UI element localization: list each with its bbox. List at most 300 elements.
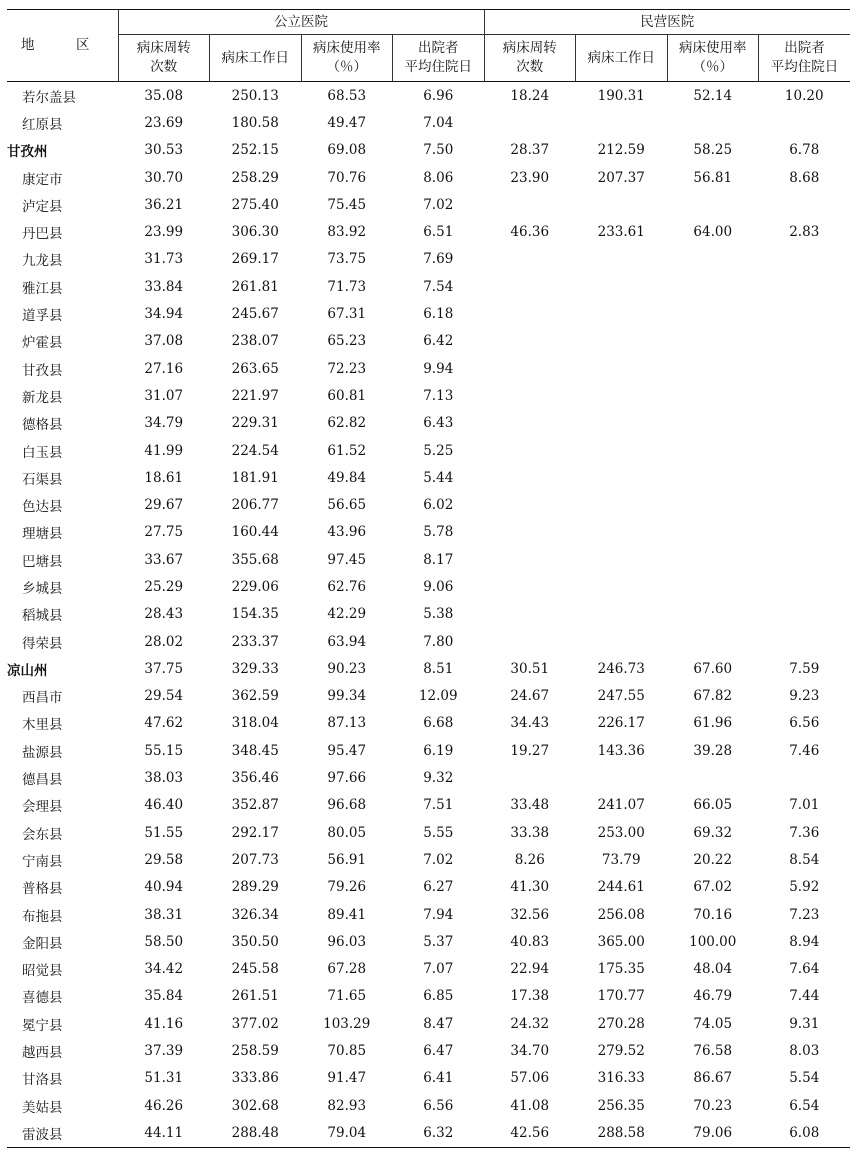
region-name-cell: 雅江县 bbox=[22, 280, 63, 297]
public-bed-workdays-cell: 350.50 bbox=[231, 933, 279, 950]
public-bed-usage-rate-cell: 60.81 bbox=[327, 387, 367, 404]
private-bed-usage-rate-cell bbox=[667, 328, 759, 355]
public-bed-workdays-cell: 302.68 bbox=[231, 1097, 279, 1114]
table-row bbox=[7, 628, 850, 655]
private-bed-workdays-cell bbox=[576, 491, 668, 518]
table-row bbox=[7, 1010, 850, 1037]
private-bed-usage-rate-cell: 48.04 bbox=[693, 961, 733, 978]
table-row bbox=[7, 519, 850, 546]
public-avg-stay-cell: 6.47 bbox=[423, 1043, 454, 1060]
region-name-cell: 布拖县 bbox=[22, 908, 63, 925]
public-avg-stay-cell: 6.27 bbox=[423, 879, 454, 896]
public-bed-usage-rate-cell: 80.05 bbox=[327, 824, 367, 841]
region-name-cell: 色达县 bbox=[22, 499, 63, 516]
public-bed-usage-rate-cell: 75.45 bbox=[327, 196, 367, 213]
public-bed-turnover-cell: 29.58 bbox=[144, 851, 184, 868]
private-avg-stay-cell bbox=[759, 464, 851, 491]
public-avg-stay-cell: 6.85 bbox=[423, 988, 454, 1005]
table-header bbox=[7, 10, 850, 82]
table-row bbox=[7, 956, 850, 983]
private-bed-turnover-cell bbox=[484, 328, 576, 355]
public-bed-usage-rate-cell: 62.76 bbox=[327, 578, 367, 595]
public-bed-usage-rate-cell: 68.53 bbox=[327, 87, 367, 104]
private-avg-stay-cell bbox=[759, 491, 851, 518]
private-bed-usage-rate-cell: 58.25 bbox=[693, 142, 733, 159]
public-avg-stay-cell: 8.51 bbox=[423, 660, 454, 677]
table-row bbox=[7, 191, 850, 218]
region-name-cell: 理塘县 bbox=[22, 526, 63, 543]
public-avg-stay-cell: 9.94 bbox=[423, 360, 454, 377]
public-bed-turnover-cell: 41.99 bbox=[144, 442, 184, 459]
private-bed-workdays-cell: 253.00 bbox=[597, 824, 645, 841]
public-avg-stay-cell: 7.02 bbox=[423, 196, 454, 213]
region-name-cell: 白玉县 bbox=[22, 444, 63, 461]
private-bed-turnover-cell: 23.90 bbox=[510, 169, 550, 186]
private-bed-workdays-cell bbox=[576, 273, 668, 300]
table-row bbox=[7, 1065, 850, 1092]
private-avg-stay-cell: 7.44 bbox=[789, 988, 820, 1005]
public-avg-stay-cell: 8.17 bbox=[423, 551, 454, 568]
public-bed-turnover-cell: 28.02 bbox=[144, 633, 184, 650]
private-bed-usage-rate-cell: 67.82 bbox=[693, 688, 733, 705]
private-bed-workdays-cell bbox=[576, 764, 668, 791]
private-bed-turnover-cell: 33.48 bbox=[510, 797, 550, 814]
public-avg-stay-cell: 5.25 bbox=[423, 442, 454, 459]
public-bed-usage-rate-cell: 71.65 bbox=[327, 988, 367, 1005]
public-bed-usage-rate-cell: 56.65 bbox=[327, 497, 367, 514]
private-bed-usage-rate-header: 病床使用率 （％） bbox=[667, 35, 759, 82]
public-bed-workdays-cell: 180.58 bbox=[231, 114, 279, 131]
public-avg-stay-cell: 6.43 bbox=[423, 415, 454, 432]
public-bed-usage-rate-cell: 69.08 bbox=[327, 142, 367, 159]
public-avg-stay-cell: 5.37 bbox=[423, 933, 454, 950]
public-bed-workdays-cell: 250.13 bbox=[231, 87, 279, 104]
private-avg-stay-cell: 7.01 bbox=[789, 797, 820, 814]
public-bed-workdays-cell: 252.15 bbox=[231, 142, 279, 159]
private-bed-usage-rate-cell bbox=[667, 410, 759, 437]
table-row bbox=[7, 300, 850, 327]
private-bed-workdays-cell bbox=[576, 246, 668, 273]
table-row bbox=[7, 464, 850, 491]
public-avg-stay-cell: 5.44 bbox=[423, 469, 454, 486]
region-name-cell: 越西县 bbox=[22, 1045, 63, 1062]
public-bed-workdays-cell: 258.29 bbox=[231, 169, 279, 186]
region-name-cell: 九龙县 bbox=[22, 253, 63, 270]
private-bed-turnover-cell: 30.51 bbox=[510, 660, 550, 677]
private-bed-usage-rate-cell bbox=[667, 764, 759, 791]
private-bed-workdays-cell bbox=[576, 300, 668, 327]
public-bed-turnover-cell: 40.94 bbox=[144, 879, 184, 896]
private-hospital-group-header: 民营医院 bbox=[484, 10, 850, 35]
public-bed-workdays-cell: 224.54 bbox=[231, 442, 279, 459]
private-bed-usage-rate-cell: 67.02 bbox=[693, 879, 733, 896]
public-bed-usage-rate-cell: 82.93 bbox=[327, 1097, 367, 1114]
public-bed-usage-rate-cell: 90.23 bbox=[327, 660, 367, 677]
table-body bbox=[7, 82, 850, 1148]
public-bed-workdays-cell: 233.37 bbox=[231, 633, 279, 650]
private-bed-usage-rate-cell: 79.06 bbox=[667, 1119, 759, 1147]
private-bed-usage-rate-cell bbox=[667, 191, 759, 218]
private-bed-turnover-cell bbox=[484, 109, 576, 136]
statistics-table-page bbox=[7, 9, 850, 1148]
private-bed-workdays-cell: 207.37 bbox=[597, 169, 645, 186]
private-bed-turnover-cell: 28.37 bbox=[510, 142, 550, 159]
private-bed-workdays-cell bbox=[576, 355, 668, 382]
public-bed-turnover-cell: 30.53 bbox=[144, 142, 184, 159]
region-name-cell: 甘孜州 bbox=[7, 144, 48, 161]
private-avg-stay-cell bbox=[759, 355, 851, 382]
public-bed-turnover-cell: 34.79 bbox=[144, 415, 184, 432]
public-bed-workdays-cell: 352.87 bbox=[231, 797, 279, 814]
public-bed-usage-rate-header: 病床使用率 （％） bbox=[301, 35, 393, 82]
private-bed-workdays-cell bbox=[576, 628, 668, 655]
table-row bbox=[7, 874, 850, 901]
region-name-cell: 巴塘县 bbox=[22, 553, 63, 570]
public-avg-stay-cell: 7.02 bbox=[423, 851, 454, 868]
table-row bbox=[7, 546, 850, 573]
private-bed-workdays-cell: 256.08 bbox=[597, 906, 645, 923]
private-bed-turnover-cell: 41.30 bbox=[510, 879, 550, 896]
public-bed-usage-rate-cell: 96.03 bbox=[327, 933, 367, 950]
private-bed-usage-rate-cell bbox=[667, 300, 759, 327]
public-bed-usage-rate-cell: 65.23 bbox=[327, 333, 367, 350]
public-bed-usage-rate-cell: 70.85 bbox=[327, 1043, 367, 1060]
private-bed-usage-rate-cell: 56.81 bbox=[693, 169, 733, 186]
region-name-cell: 新龙县 bbox=[22, 389, 63, 406]
public-bed-workdays-cell: 333.86 bbox=[231, 1070, 279, 1087]
public-bed-turnover-cell: 34.94 bbox=[144, 306, 184, 323]
private-avg-stay-cell bbox=[759, 764, 851, 791]
private-bed-usage-rate-cell: 39.28 bbox=[693, 742, 733, 759]
public-bed-turnover-cell: 37.75 bbox=[144, 660, 184, 677]
public-bed-turnover-cell: 27.75 bbox=[144, 524, 184, 541]
private-avg-stay-cell: 8.54 bbox=[789, 851, 820, 868]
public-avg-stay-cell: 7.07 bbox=[423, 961, 454, 978]
private-bed-usage-rate-cell bbox=[667, 601, 759, 628]
public-bed-workdays-cell: 318.04 bbox=[231, 715, 279, 732]
private-bed-usage-rate-cell bbox=[667, 464, 759, 491]
public-bed-turnover-cell: 37.39 bbox=[144, 1043, 184, 1060]
private-avg-stay-cell: 5.92 bbox=[789, 879, 820, 896]
public-bed-usage-rate-cell: 79.26 bbox=[327, 879, 367, 896]
public-bed-turnover-cell: 31.73 bbox=[144, 251, 184, 268]
private-bed-workdays-cell bbox=[576, 464, 668, 491]
public-bed-workdays-cell: 245.58 bbox=[231, 961, 279, 978]
region-column-header: 地 区 bbox=[7, 10, 118, 82]
public-bed-usage-rate-cell: 70.76 bbox=[327, 169, 367, 186]
public-avg-stay-cell: 7.04 bbox=[423, 114, 454, 131]
region-name-cell: 木里县 bbox=[22, 717, 63, 734]
public-bed-turnover-cell: 46.40 bbox=[144, 797, 184, 814]
public-bed-turnover-cell: 51.31 bbox=[144, 1070, 184, 1087]
private-bed-turnover-cell bbox=[484, 246, 576, 273]
table-row bbox=[7, 246, 850, 273]
table-row bbox=[7, 437, 850, 464]
public-bed-turnover-cell: 35.08 bbox=[144, 87, 184, 104]
public-bed-turnover-cell: 29.54 bbox=[144, 688, 184, 705]
private-bed-turnover-cell: 24.32 bbox=[510, 1015, 550, 1032]
public-avg-stay-cell: 7.69 bbox=[423, 251, 454, 268]
private-avg-stay-cell bbox=[759, 410, 851, 437]
private-avg-stay-cell bbox=[759, 519, 851, 546]
private-bed-usage-rate-cell bbox=[667, 355, 759, 382]
public-bed-usage-rate-cell: 43.96 bbox=[327, 524, 367, 541]
public-bed-turnover-cell: 29.67 bbox=[144, 497, 184, 514]
table-row bbox=[7, 1119, 850, 1147]
public-bed-turnover-cell: 37.08 bbox=[144, 333, 184, 350]
private-bed-workdays-cell: 73.79 bbox=[601, 851, 641, 868]
private-avg-stay-cell: 7.64 bbox=[789, 961, 820, 978]
public-bed-usage-rate-cell: 73.75 bbox=[327, 251, 367, 268]
private-bed-workdays-header: 病床工作日 bbox=[576, 35, 668, 82]
private-bed-turnover-cell: 40.83 bbox=[510, 933, 550, 950]
private-avg-stay-cell: 7.36 bbox=[789, 824, 820, 841]
table-row bbox=[7, 792, 850, 819]
public-avg-stay-cell: 7.94 bbox=[423, 906, 454, 923]
region-name-cell: 冕宁县 bbox=[22, 1017, 63, 1034]
private-avg-stay-cell: 2.83 bbox=[789, 224, 820, 241]
private-bed-usage-rate-cell bbox=[667, 382, 759, 409]
public-avg-stay-cell: 9.06 bbox=[423, 578, 454, 595]
public-bed-usage-rate-cell: 87.13 bbox=[327, 715, 367, 732]
private-avg-stay-cell: 8.94 bbox=[789, 933, 820, 950]
public-bed-workdays-cell: 329.33 bbox=[231, 660, 279, 677]
public-bed-turnover-cell: 41.16 bbox=[144, 1015, 184, 1032]
private-bed-workdays-cell bbox=[576, 109, 668, 136]
public-bed-turnover-cell: 51.55 bbox=[144, 824, 184, 841]
private-bed-usage-rate-cell: 70.16 bbox=[693, 906, 733, 923]
table-row bbox=[7, 983, 850, 1010]
public-bed-workdays-cell: 245.67 bbox=[231, 306, 279, 323]
public-bed-workdays-cell: 221.97 bbox=[231, 387, 279, 404]
public-bed-workdays-header: 病床工作日 bbox=[210, 35, 302, 82]
private-bed-usage-rate-cell: 76.58 bbox=[693, 1043, 733, 1060]
private-bed-turnover-cell bbox=[484, 573, 576, 600]
region-name-cell: 宁南县 bbox=[22, 853, 63, 870]
region-name-cell: 乡城县 bbox=[22, 580, 63, 597]
region-name-cell: 得荣县 bbox=[22, 635, 63, 652]
region-name-cell: 康定市 bbox=[22, 171, 63, 188]
public-bed-workdays-cell: 269.17 bbox=[231, 251, 279, 268]
public-bed-workdays-cell: 362.59 bbox=[231, 688, 279, 705]
private-bed-turnover-cell: 33.38 bbox=[510, 824, 550, 841]
private-bed-turnover-cell bbox=[484, 628, 576, 655]
private-avg-stay-cell bbox=[759, 546, 851, 573]
private-bed-workdays-cell: 190.31 bbox=[597, 87, 645, 104]
public-hospital-group-header: 公立医院 bbox=[118, 10, 484, 35]
private-bed-usage-rate-cell: 52.14 bbox=[693, 87, 733, 104]
private-avg-stay-cell bbox=[759, 601, 851, 628]
table-row bbox=[7, 928, 850, 955]
private-avg-stay-cell: 6.78 bbox=[789, 142, 820, 159]
region-name-cell: 会理县 bbox=[22, 799, 63, 816]
public-bed-workdays-cell: 263.65 bbox=[231, 360, 279, 377]
private-bed-usage-rate-cell: 86.67 bbox=[693, 1070, 733, 1087]
private-bed-turnover-cell: 18.24 bbox=[510, 87, 550, 104]
public-bed-turnover-cell: 23.69 bbox=[144, 114, 184, 131]
public-bed-workdays-cell: 348.45 bbox=[231, 742, 279, 759]
private-bed-workdays-cell: 246.73 bbox=[597, 660, 645, 677]
public-bed-usage-rate-cell: 91.47 bbox=[327, 1070, 367, 1087]
private-bed-usage-rate-cell: 66.05 bbox=[693, 797, 733, 814]
region-name-cell: 红原县 bbox=[22, 116, 63, 133]
private-bed-turnover-cell: 8.26 bbox=[514, 851, 545, 868]
private-bed-workdays-cell bbox=[576, 601, 668, 628]
private-bed-usage-rate-cell bbox=[667, 546, 759, 573]
public-bed-usage-rate-cell: 79.04 bbox=[301, 1119, 393, 1147]
private-avg-stay-cell: 6.08 bbox=[759, 1119, 851, 1147]
private-bed-workdays-cell: 365.00 bbox=[597, 933, 645, 950]
region-name-cell: 炉霍县 bbox=[22, 335, 63, 352]
private-bed-turnover-cell: 57.06 bbox=[510, 1070, 550, 1087]
private-bed-workdays-cell: 288.58 bbox=[576, 1119, 668, 1147]
private-bed-workdays-cell: 316.33 bbox=[597, 1070, 645, 1087]
public-bed-usage-rate-cell: 42.29 bbox=[327, 606, 367, 623]
table-row bbox=[7, 273, 850, 300]
public-avg-stay-cell: 7.54 bbox=[423, 278, 454, 295]
private-bed-usage-rate-cell bbox=[667, 437, 759, 464]
table-row bbox=[7, 764, 850, 791]
private-bed-usage-rate-cell: 64.00 bbox=[693, 224, 733, 241]
private-bed-workdays-cell bbox=[576, 573, 668, 600]
private-bed-usage-rate-cell: 61.96 bbox=[693, 715, 733, 732]
private-bed-usage-rate-cell: 46.79 bbox=[693, 988, 733, 1005]
private-bed-turnover-cell bbox=[484, 273, 576, 300]
public-avg-stay-cell: 12.09 bbox=[418, 688, 458, 705]
public-bed-workdays-cell: 229.06 bbox=[231, 578, 279, 595]
private-avg-stay-cell: 5.54 bbox=[789, 1070, 820, 1087]
private-bed-turnover-cell bbox=[484, 410, 576, 437]
table-row bbox=[7, 491, 850, 518]
private-avg-stay-cell bbox=[759, 300, 851, 327]
table-row bbox=[7, 137, 850, 164]
private-bed-turnover-cell bbox=[484, 300, 576, 327]
public-bed-turnover-cell: 47.62 bbox=[144, 715, 184, 732]
public-avg-stay-cell: 6.68 bbox=[423, 715, 454, 732]
region-name-cell: 昭觉县 bbox=[22, 963, 63, 980]
table-row bbox=[7, 710, 850, 737]
private-avg-stay-cell: 8.03 bbox=[789, 1043, 820, 1060]
private-bed-workdays-cell: 279.52 bbox=[597, 1043, 645, 1060]
public-bed-workdays-cell: 261.51 bbox=[231, 988, 279, 1005]
private-bed-workdays-cell: 170.77 bbox=[597, 988, 645, 1005]
public-avg-stay-cell: 8.06 bbox=[423, 169, 454, 186]
private-avg-stay-cell bbox=[759, 246, 851, 273]
public-bed-usage-rate-cell: 83.92 bbox=[327, 224, 367, 241]
public-bed-turnover-cell: 46.26 bbox=[144, 1097, 184, 1114]
private-bed-turnover-cell bbox=[484, 546, 576, 573]
public-bed-workdays-cell: 289.29 bbox=[231, 879, 279, 896]
private-avg-stay-cell: 9.31 bbox=[789, 1015, 820, 1032]
public-avg-stay-cell: 7.51 bbox=[423, 797, 454, 814]
private-bed-turnover-cell bbox=[484, 355, 576, 382]
private-bed-usage-rate-cell: 70.23 bbox=[693, 1097, 733, 1114]
public-bed-turnover-header: 病床周转 次数 bbox=[118, 35, 210, 82]
private-bed-workdays-cell: 175.35 bbox=[597, 961, 645, 978]
region-name-cell: 喜德县 bbox=[22, 990, 63, 1007]
private-bed-usage-rate-cell bbox=[667, 246, 759, 273]
table-row bbox=[7, 410, 850, 437]
private-bed-turnover-cell bbox=[484, 191, 576, 218]
public-avg-stay-cell: 6.51 bbox=[423, 224, 454, 241]
public-avg-stay-cell: 5.55 bbox=[423, 824, 454, 841]
public-avg-stay-cell: 5.78 bbox=[423, 524, 454, 541]
public-avg-stay-cell: 9.32 bbox=[423, 770, 454, 787]
region-name-cell: 泸定县 bbox=[22, 198, 63, 215]
public-bed-workdays-cell: 275.40 bbox=[231, 196, 279, 213]
private-bed-usage-rate-cell: 69.32 bbox=[693, 824, 733, 841]
private-bed-turnover-cell: 24.67 bbox=[510, 688, 550, 705]
private-bed-turnover-cell bbox=[484, 464, 576, 491]
public-bed-usage-rate-cell: 49.47 bbox=[327, 114, 367, 131]
public-avg-stay-cell: 5.38 bbox=[423, 606, 454, 623]
private-bed-workdays-cell: 241.07 bbox=[597, 797, 645, 814]
public-avg-stay-header: 出院者 平均住院日 bbox=[393, 35, 485, 82]
private-bed-usage-rate-cell: 20.22 bbox=[693, 851, 733, 868]
public-bed-turnover-cell: 31.07 bbox=[144, 387, 184, 404]
private-bed-workdays-cell: 270.28 bbox=[597, 1015, 645, 1032]
private-bed-usage-rate-cell bbox=[667, 273, 759, 300]
private-bed-usage-rate-cell: 67.60 bbox=[693, 660, 733, 677]
private-bed-workdays-cell bbox=[576, 546, 668, 573]
region-name-cell: 美姑县 bbox=[22, 1099, 63, 1116]
public-bed-usage-rate-cell: 49.84 bbox=[327, 469, 367, 486]
private-bed-workdays-cell bbox=[576, 410, 668, 437]
region-name-cell: 凉山州 bbox=[7, 662, 48, 679]
private-avg-stay-cell: 7.23 bbox=[789, 906, 820, 923]
region-name-cell: 德昌县 bbox=[22, 772, 63, 789]
region-name-cell: 甘洛县 bbox=[22, 1072, 63, 1089]
region-name-cell: 雷波县 bbox=[7, 1119, 118, 1147]
public-bed-turnover-cell: 55.15 bbox=[144, 742, 184, 759]
table-row bbox=[7, 82, 850, 110]
private-bed-turnover-cell bbox=[484, 382, 576, 409]
public-bed-workdays-cell: 229.31 bbox=[231, 415, 279, 432]
table-row bbox=[7, 328, 850, 355]
region-name-cell: 丹巴县 bbox=[22, 226, 63, 243]
private-avg-stay-cell bbox=[759, 273, 851, 300]
private-bed-workdays-cell: 247.55 bbox=[597, 688, 645, 705]
private-bed-turnover-cell bbox=[484, 437, 576, 464]
public-avg-stay-cell: 6.41 bbox=[423, 1070, 454, 1087]
private-bed-turnover-cell: 46.36 bbox=[510, 224, 550, 241]
region-name-cell: 西昌市 bbox=[22, 690, 63, 707]
hospital-bed-statistics-table bbox=[7, 9, 850, 1148]
public-bed-workdays-cell: 207.73 bbox=[231, 851, 279, 868]
private-bed-turnover-cell bbox=[484, 491, 576, 518]
private-bed-workdays-cell bbox=[576, 191, 668, 218]
public-bed-workdays-cell: 292.17 bbox=[231, 824, 279, 841]
private-bed-turnover-header: 病床周转 次数 bbox=[484, 35, 576, 82]
private-bed-workdays-cell: 244.61 bbox=[597, 879, 645, 896]
private-bed-turnover-cell bbox=[484, 601, 576, 628]
private-bed-turnover-cell: 42.56 bbox=[484, 1119, 576, 1147]
table-row bbox=[7, 1037, 850, 1064]
table-row bbox=[7, 218, 850, 245]
private-avg-stay-cell bbox=[759, 191, 851, 218]
private-avg-stay-cell: 6.56 bbox=[789, 715, 820, 732]
private-bed-workdays-cell bbox=[576, 519, 668, 546]
public-bed-usage-rate-cell: 67.31 bbox=[327, 306, 367, 323]
public-bed-turnover-cell: 30.70 bbox=[144, 169, 184, 186]
table-row bbox=[7, 655, 850, 682]
private-bed-usage-rate-cell bbox=[667, 109, 759, 136]
private-avg-stay-cell bbox=[759, 328, 851, 355]
private-bed-usage-rate-cell bbox=[667, 519, 759, 546]
table-row bbox=[7, 683, 850, 710]
private-bed-workdays-cell: 212.59 bbox=[597, 142, 645, 159]
region-name-cell: 道孚县 bbox=[22, 308, 63, 325]
